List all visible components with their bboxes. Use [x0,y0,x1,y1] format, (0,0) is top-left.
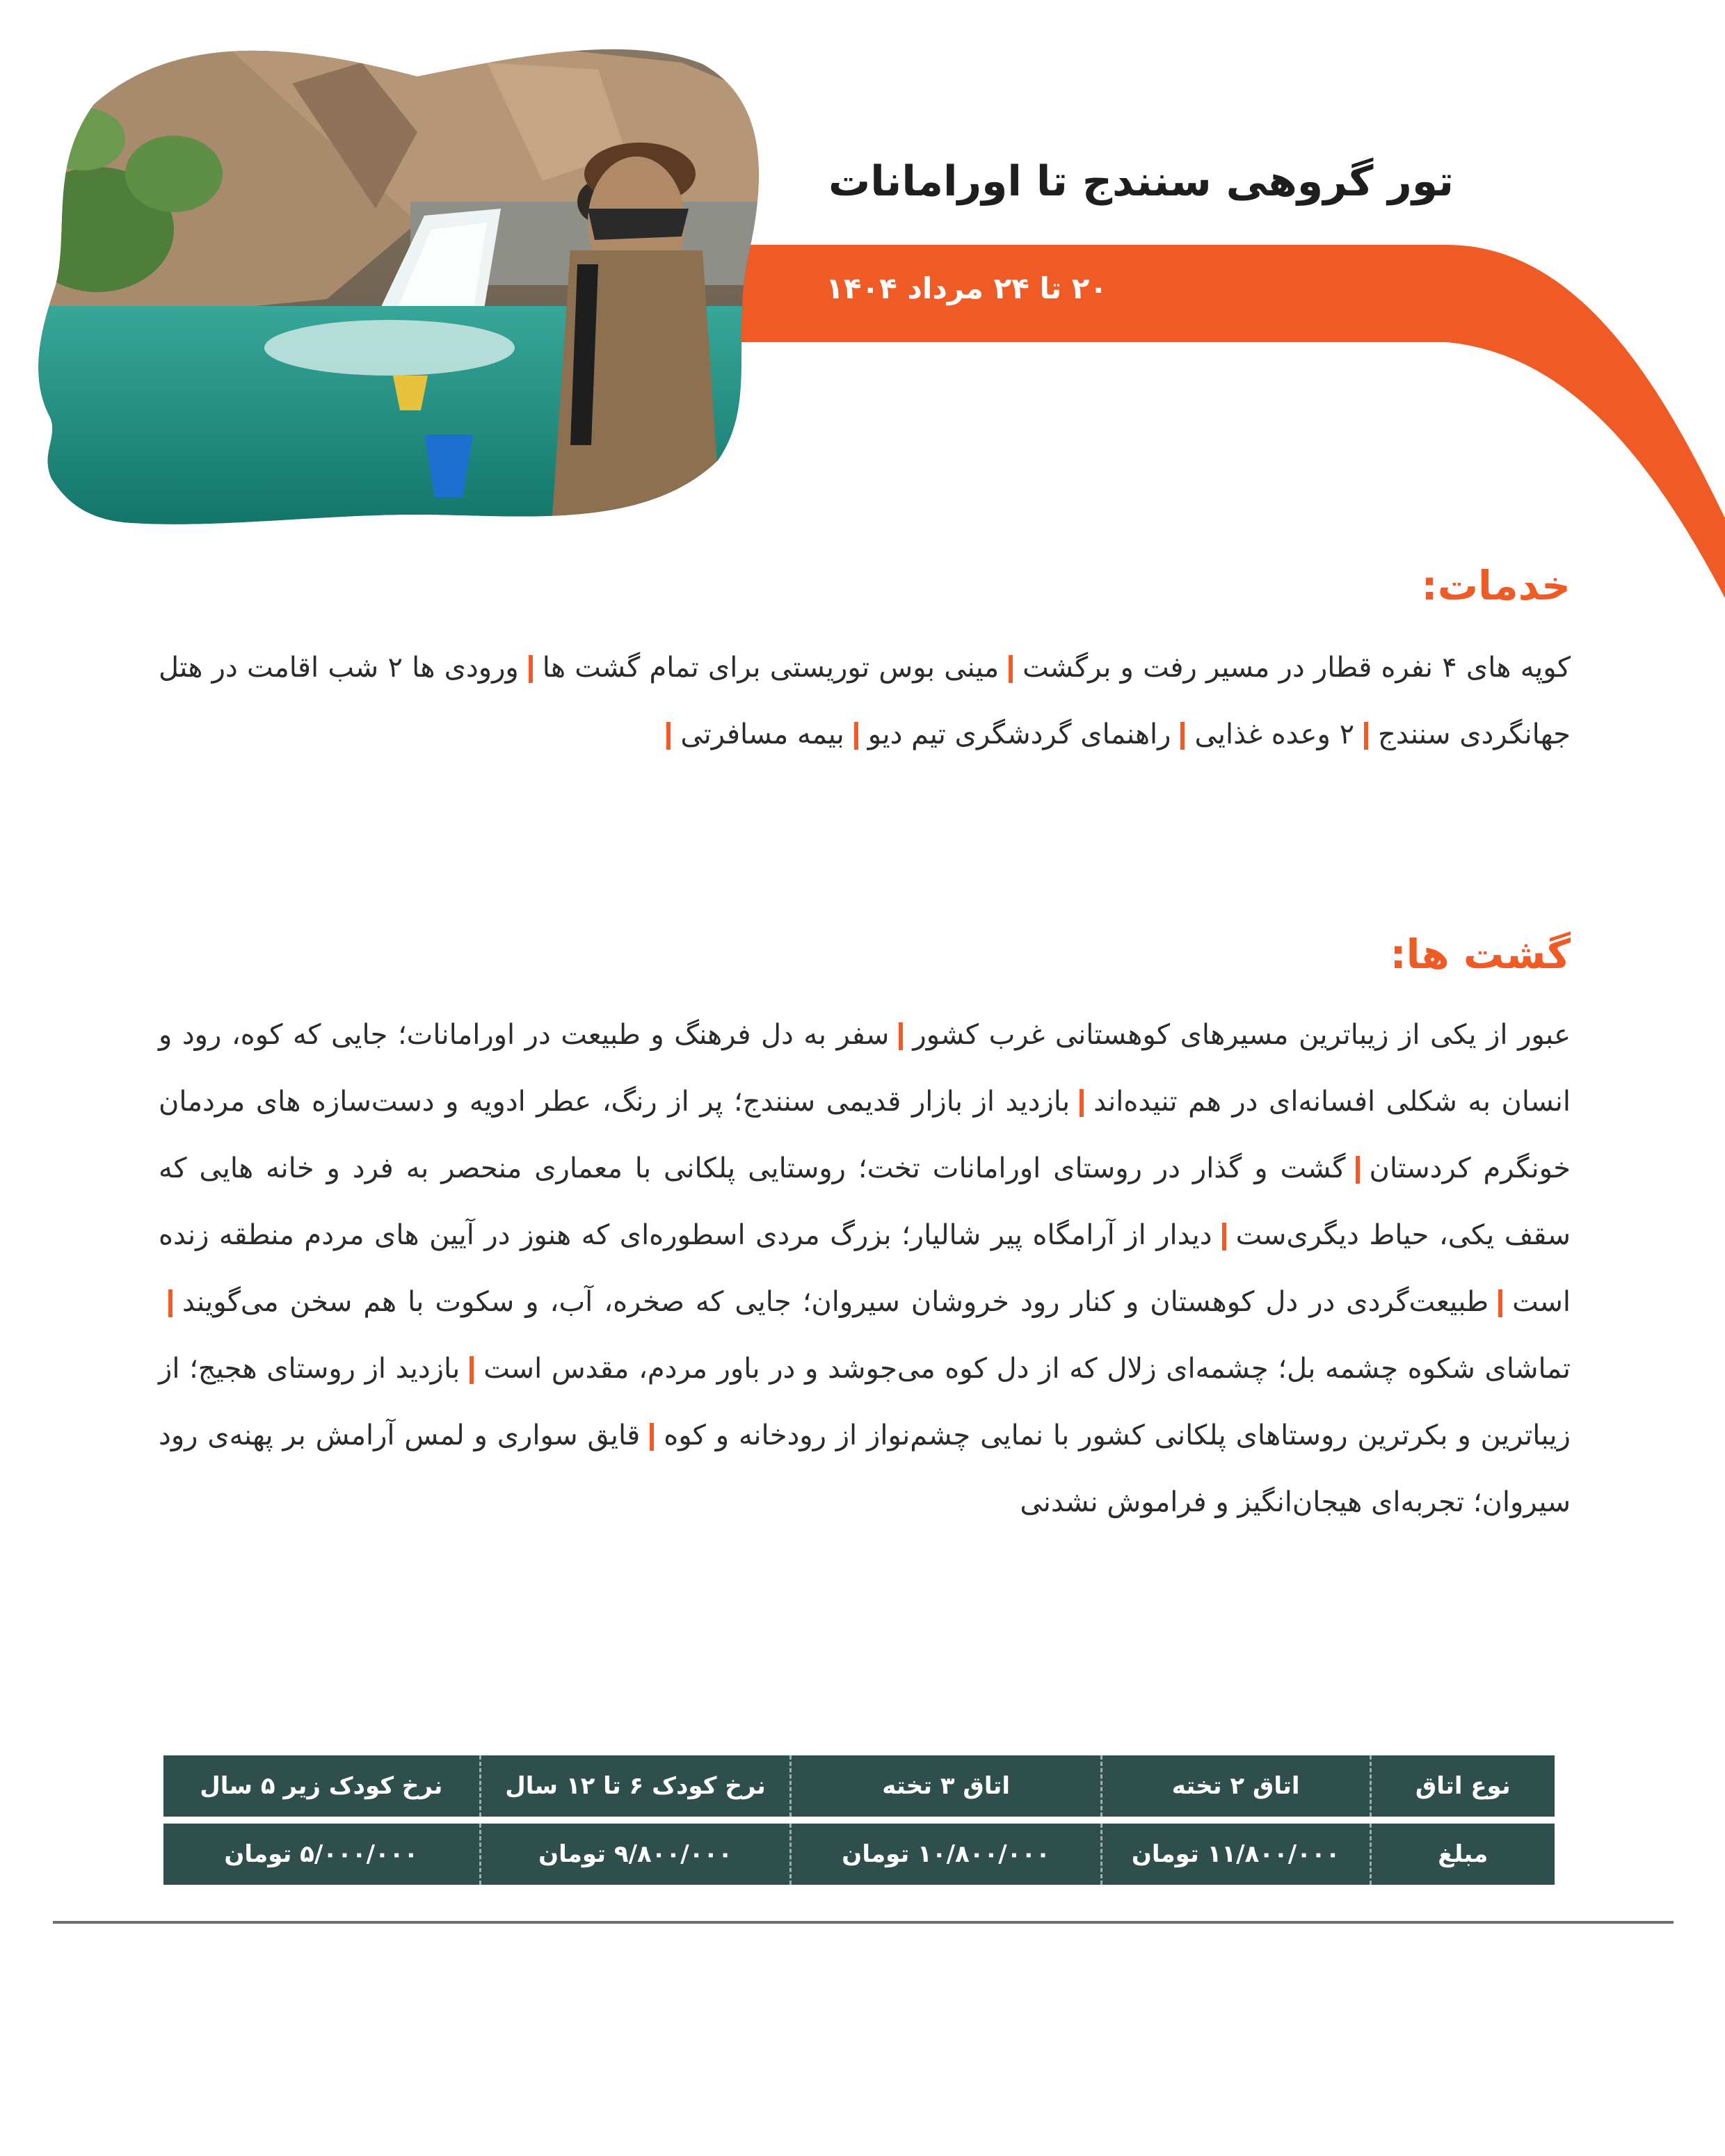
tour-item: سفر به دل فرهنگ و طبیعت در اورامانات؛ جایی که کوه، رود و انسان به شکلی افسانه‌ای در هم تنیده‌اند [159,1019,1571,1118]
tour-dates: ۲۰ تا ۲۴ مرداد ۱۴۰۴ [826,271,1107,305]
service-item: بیمه مسافرتی [680,718,844,750]
tour-item: تماشای شکوه چشمه بل؛ چشمه‌ای زلال که از دل کوه می‌جوشد و در باور مردم، مقدس است [483,1353,1571,1385]
table-header-cell: نرخ کودک ۶ تا ۱۲ سال [481,1755,792,1817]
tour-item: گشت و گذار در روستای اورامانات تخت؛ روستایی پلکانی با معماری منحصر به فرد و خانه هایی که سقف یکی، حیاط دیگری‌ست [159,1152,1571,1251]
separator-bar [470,1356,474,1384]
page-title: تور گروهی سنندج تا اورامانات [828,157,1454,206]
service-item: مینی بوس توریستی برای تمام گشت ها [542,652,1000,684]
table-header-cell: اتاق ۲ تخته [1102,1755,1372,1817]
separator-bar [168,1289,172,1317]
table-cell: ۵/۰۰۰/۰۰۰ تومان [163,1824,481,1885]
tour-item: دیدار از آرامگاه پیر شالیار؛ بزرگ مردی اسطوره‌ای که هنوز در آیین های مردم منطقه زنده است [159,1219,1571,1318]
table-header-cell: نوع اتاق [1372,1755,1555,1817]
table-row [163,1824,1555,1885]
service-item: راهنمای گردشگری تیم دیو [867,718,1171,750]
separator-bar [1364,722,1368,750]
table-row [163,1755,1555,1817]
service-item: کوپه های ۴ نفره قطار در مسیر رفت و برگشت [1022,652,1571,684]
table-cell: ۱۱/۸۰۰/۰۰۰ تومان [1102,1824,1372,1885]
separator-bar [1009,655,1013,683]
separator-bar [1180,722,1185,750]
separator-bar [650,1423,654,1451]
separator-bar [1498,1289,1502,1317]
table-header-cell: اتاق ۳ تخته [792,1755,1102,1817]
service-item: ۲ شب اقامت در هتل جهانگردی سنندج [159,652,1571,750]
price-table [163,1748,1555,1892]
separator-bar [854,722,858,750]
table-cell: ۱۰/۸۰۰/۰۰۰ تومان [792,1824,1102,1885]
separator-bar [1356,1156,1360,1184]
separator-bar [666,722,671,750]
service-item: ۲ وعده غذایی [1194,718,1355,750]
footer-divider [53,1921,1674,1924]
tour-item: طبیعت‌گردی در دل کوهستان و کنار رود خروشان سیروان؛ جایی که صخره، آب، و سکوت با هم سخن می‌گویند [182,1286,1489,1318]
table-cell: مبلغ [1372,1824,1555,1885]
tour-item: عبور از یکی از زیباترین مسیرهای کوهستانی غرب کشور [913,1019,1571,1051]
table-header-cell: نرخ کودک زیر ۵ سال [163,1755,481,1817]
tour-item: بازدید از روستای هجیج؛ از زیباترین و بکرترین روستاهای پلکانی کشور با نمایی چشم‌نواز از رودخانه و کوه [159,1353,1571,1451]
separator-bar [529,655,533,683]
tours-list [159,1001,1571,1536]
tour-item: قایق سواری و لمس آرامش بر پهنه‌ی رود سیروان؛ تجربه‌ای هیجان‌انگیز و فراموش نشدنی [159,1419,1571,1518]
separator-bar [1080,1089,1084,1117]
separator-bar [1222,1223,1226,1250]
services-list [159,634,1571,768]
hero-photo [0,0,779,556]
separator-bar [899,1022,903,1050]
tour-item: بازدید از بازار قدیمی سنندج؛ پر از رنگ، عطر ادویه و دست‌سازه های مردمان خونگرم کردستان [159,1086,1571,1184]
tours-heading: گشت ها: [1390,931,1571,978]
table-cell: ۹/۸۰۰/۰۰۰ تومان [481,1824,792,1885]
service-item: ورودی ها [412,652,519,684]
services-heading: خدمات: [1421,562,1571,609]
